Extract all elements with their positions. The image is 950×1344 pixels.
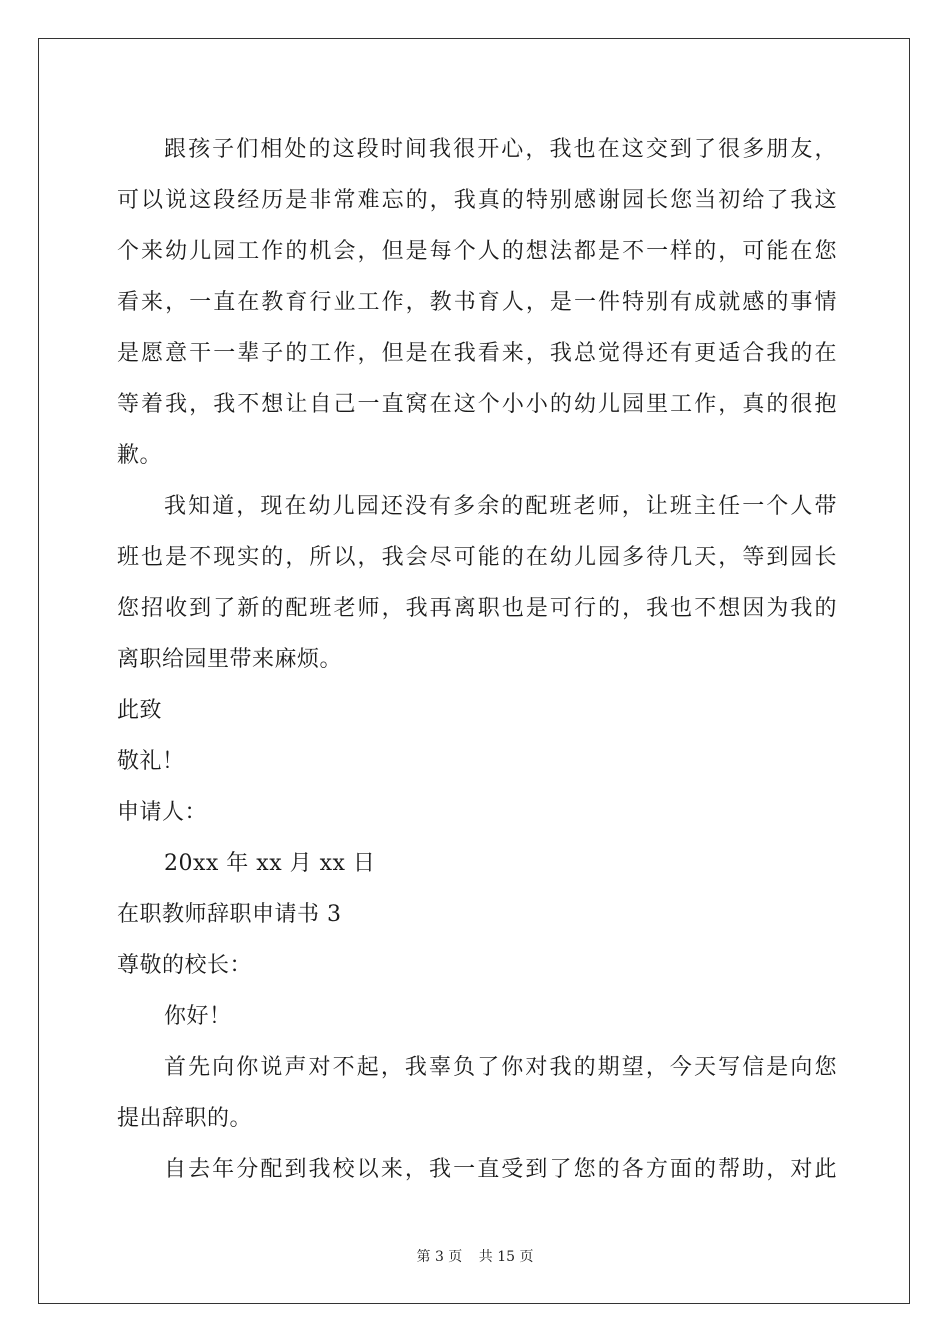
page-number: 第 3 页 bbox=[416, 1249, 463, 1265]
applicant-label: 申请人： bbox=[117, 800, 208, 825]
salutation: 尊敬的校长： bbox=[117, 953, 253, 978]
closing-salutation: 此致 bbox=[117, 698, 163, 723]
paragraph-line: 等着我，我不想让自己一直窝在这个小小的幼儿园里工作，真的很抱 bbox=[117, 392, 837, 417]
paragraph-line: 首先向你说声对不起，我辜负了你对我的期望，今天写信是向您 bbox=[164, 1055, 837, 1080]
paragraph-line: 自去年分配到我校以来，我一直受到了您的各方面的帮助，对此 bbox=[164, 1157, 837, 1182]
paragraph-line: 提出辞职的。 bbox=[117, 1106, 253, 1131]
page-total: 共 15 页 bbox=[478, 1249, 534, 1265]
paragraph-line: 跟孩子们相处的这段时间我很开心，我也在这交到了很多朋友， bbox=[164, 137, 837, 162]
paragraph-line: 离职给园里带来麻烦。 bbox=[117, 647, 343, 672]
document-body bbox=[117, 124, 837, 1195]
section-title: 在职教师辞职申请书 3 bbox=[117, 902, 342, 927]
paragraph-line: 歉。 bbox=[117, 443, 163, 468]
paragraph-line: 我知道，现在幼儿园还没有多余的配班老师，让班主任一个人带 bbox=[164, 494, 837, 519]
page-footer bbox=[0, 1246, 950, 1266]
paragraph-line: 是愿意干一辈子的工作，但是在我看来，我总觉得还有更适合我的在 bbox=[117, 341, 837, 366]
greeting: 你好！ bbox=[164, 1004, 232, 1029]
paragraph-line: 个来幼儿园工作的机会，但是每个人的想法都是不一样的，可能在您 bbox=[117, 239, 837, 264]
paragraph-line: 看来，一直在教育行业工作，教书育人，是一件特别有成就感的事情 bbox=[117, 290, 837, 315]
date-line: 20xx 年 xx 月 xx 日 bbox=[164, 851, 376, 876]
closing-regards: 敬礼！ bbox=[117, 749, 185, 774]
paragraph-line: 可以说这段经历是非常难忘的，我真的特别感谢园长您当初给了我这 bbox=[117, 188, 837, 213]
paragraph-line: 您招收到了新的配班老师，我再离职也是可行的，我也不想因为我的 bbox=[117, 596, 837, 621]
paragraph-line: 班也是不现实的，所以，我会尽可能的在幼儿园多待几天，等到园长 bbox=[117, 545, 837, 570]
